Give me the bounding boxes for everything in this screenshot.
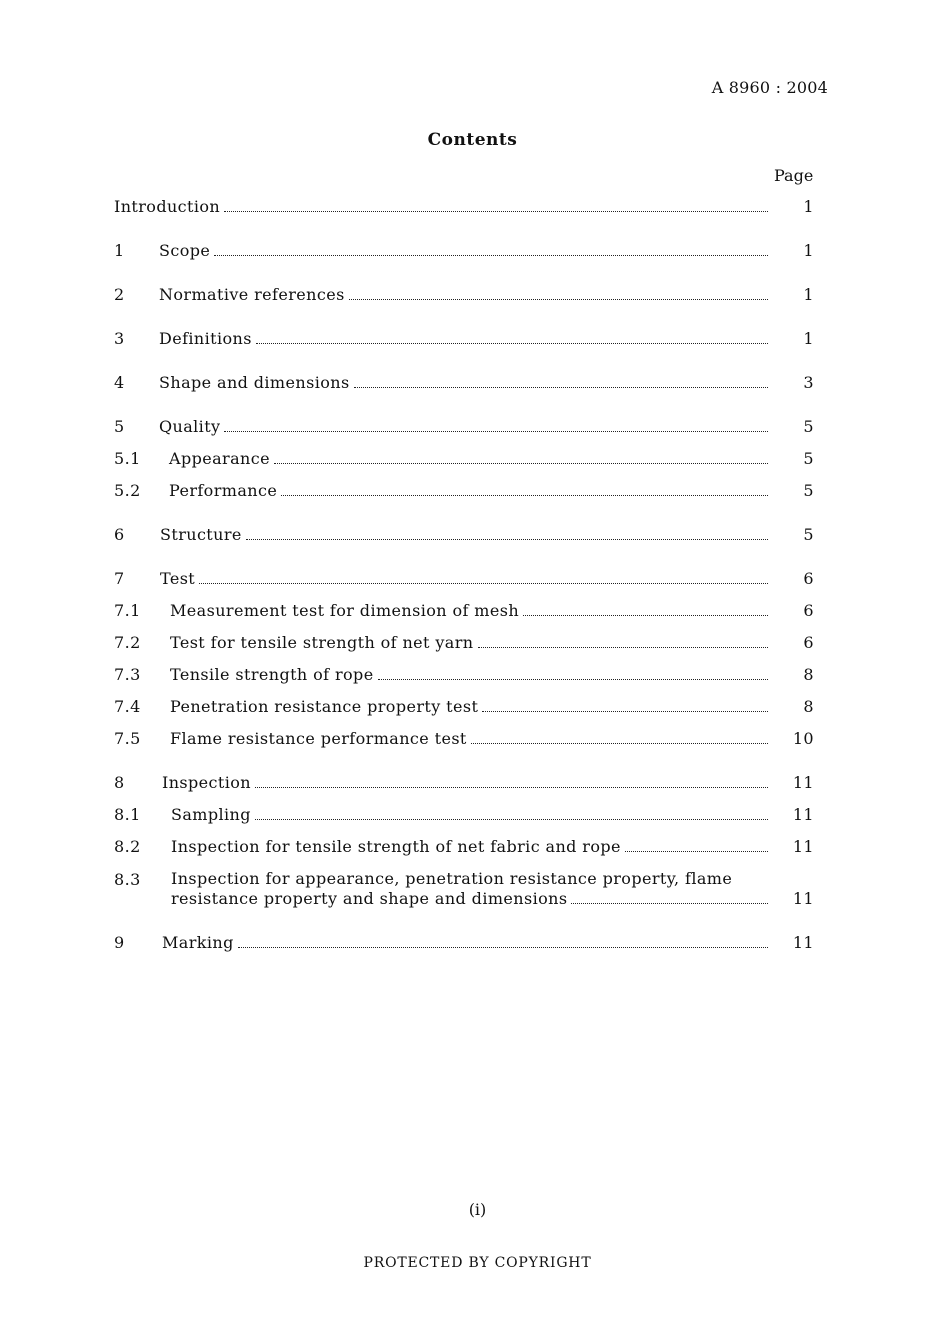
toc-title: Quality — [159, 417, 221, 436]
toc-entry[interactable] — [114, 633, 814, 657]
toc-title: Tensile strength of rope — [170, 665, 374, 684]
toc-entry[interactable] — [114, 665, 814, 689]
toc-number: 8.3 — [114, 870, 141, 889]
toc-page: 6 — [803, 601, 814, 620]
toc-page: 1 — [803, 329, 814, 348]
toc-title: Test — [160, 569, 196, 588]
toc-number: 7 — [114, 569, 125, 588]
page-folio: (i) — [468, 1200, 487, 1219]
toc-title: Inspection for tensile strength of net fabric and rope — [171, 837, 621, 856]
toc-entry[interactable] — [114, 805, 814, 829]
toc-page: 11 — [792, 933, 814, 952]
toc-title-line1: Inspection for appearance, penetration resistance property, flame — [171, 869, 733, 888]
toc-page: 11 — [792, 837, 814, 856]
toc-number: 9 — [114, 933, 125, 952]
toc-page: 1 — [803, 197, 814, 216]
toc-entry[interactable] — [114, 837, 814, 861]
toc-page: 6 — [803, 633, 814, 652]
doc-number: A 8960 : 2004 — [711, 78, 828, 97]
toc-title: Performance — [169, 481, 278, 500]
toc-entry[interactable] — [114, 525, 814, 549]
toc-number: 7.2 — [114, 633, 141, 652]
toc-entry[interactable] — [114, 417, 814, 441]
toc-number: 5.1 — [114, 449, 141, 468]
toc-number: 7.1 — [114, 601, 141, 620]
toc-title: Scope — [159, 241, 211, 260]
page-column-header: Page — [774, 166, 814, 185]
toc-page: 5 — [803, 449, 814, 468]
toc-number: 8.1 — [114, 805, 141, 824]
page-title: Contents — [427, 130, 518, 150]
toc-page: 10 — [792, 729, 814, 748]
toc-entry[interactable] — [114, 569, 814, 593]
toc-number: 7.5 — [114, 729, 141, 748]
toc-page: 1 — [803, 241, 814, 260]
toc-title: Measurement test for dimension of mesh — [170, 601, 520, 620]
toc-number: 4 — [114, 373, 125, 392]
toc-title: Test for tensile strength of net yarn — [170, 633, 474, 652]
toc-title: resistance property and shape and dimensions — [171, 889, 568, 908]
toc-page: 11 — [792, 805, 814, 824]
toc-number: 8.2 — [114, 837, 141, 856]
toc-page: 8 — [803, 665, 814, 684]
toc-number: 7.3 — [114, 665, 141, 684]
toc-page: 11 — [792, 773, 814, 792]
toc-title: Flame resistance performance test — [170, 729, 467, 748]
toc-page: 11 — [792, 889, 814, 908]
toc-title: Sampling — [171, 805, 251, 824]
copyright-footer: PROTECTED BY COPYRIGHT — [363, 1255, 592, 1271]
toc-entry[interactable] — [114, 481, 814, 505]
toc-entry[interactable] — [114, 933, 814, 957]
toc-number: 8 — [114, 773, 125, 792]
toc-title: Structure — [160, 525, 242, 544]
toc-entry[interactable] — [114, 773, 814, 797]
toc-title: Penetration resistance property test — [170, 697, 479, 716]
toc-title: Inspection — [162, 773, 251, 792]
toc-entry[interactable] — [114, 285, 814, 309]
toc-title: Shape and dimensions — [159, 373, 350, 392]
toc-entry[interactable] — [114, 197, 814, 221]
toc-number: 7.4 — [114, 697, 141, 716]
toc-title: Appearance — [169, 449, 270, 468]
toc-number: 6 — [114, 525, 125, 544]
toc-title: Normative references — [159, 285, 345, 304]
toc-page: 6 — [803, 569, 814, 588]
toc-entry[interactable] — [114, 869, 814, 913]
toc-number: 5 — [114, 417, 125, 436]
toc-page: 5 — [803, 525, 814, 544]
toc-entry[interactable] — [114, 241, 814, 265]
toc-page: 1 — [803, 285, 814, 304]
toc-number: 2 — [114, 285, 125, 304]
toc-page: 5 — [803, 481, 814, 500]
toc-title: Marking — [162, 933, 234, 952]
toc-page: 3 — [803, 373, 814, 392]
toc-number: 5.2 — [114, 481, 141, 500]
toc-page: 5 — [803, 417, 814, 436]
toc-number: 1 — [114, 241, 125, 260]
toc-entry[interactable] — [114, 373, 814, 397]
toc-entry[interactable] — [114, 601, 814, 625]
toc-entry[interactable] — [114, 449, 814, 473]
toc-entry[interactable] — [114, 697, 814, 721]
toc-page: 8 — [803, 697, 814, 716]
toc-entry[interactable] — [114, 729, 814, 753]
toc-title: Introduction — [114, 197, 221, 216]
toc-number: 3 — [114, 329, 125, 348]
toc-entry[interactable] — [114, 329, 814, 353]
toc-title: Definitions — [159, 329, 252, 348]
